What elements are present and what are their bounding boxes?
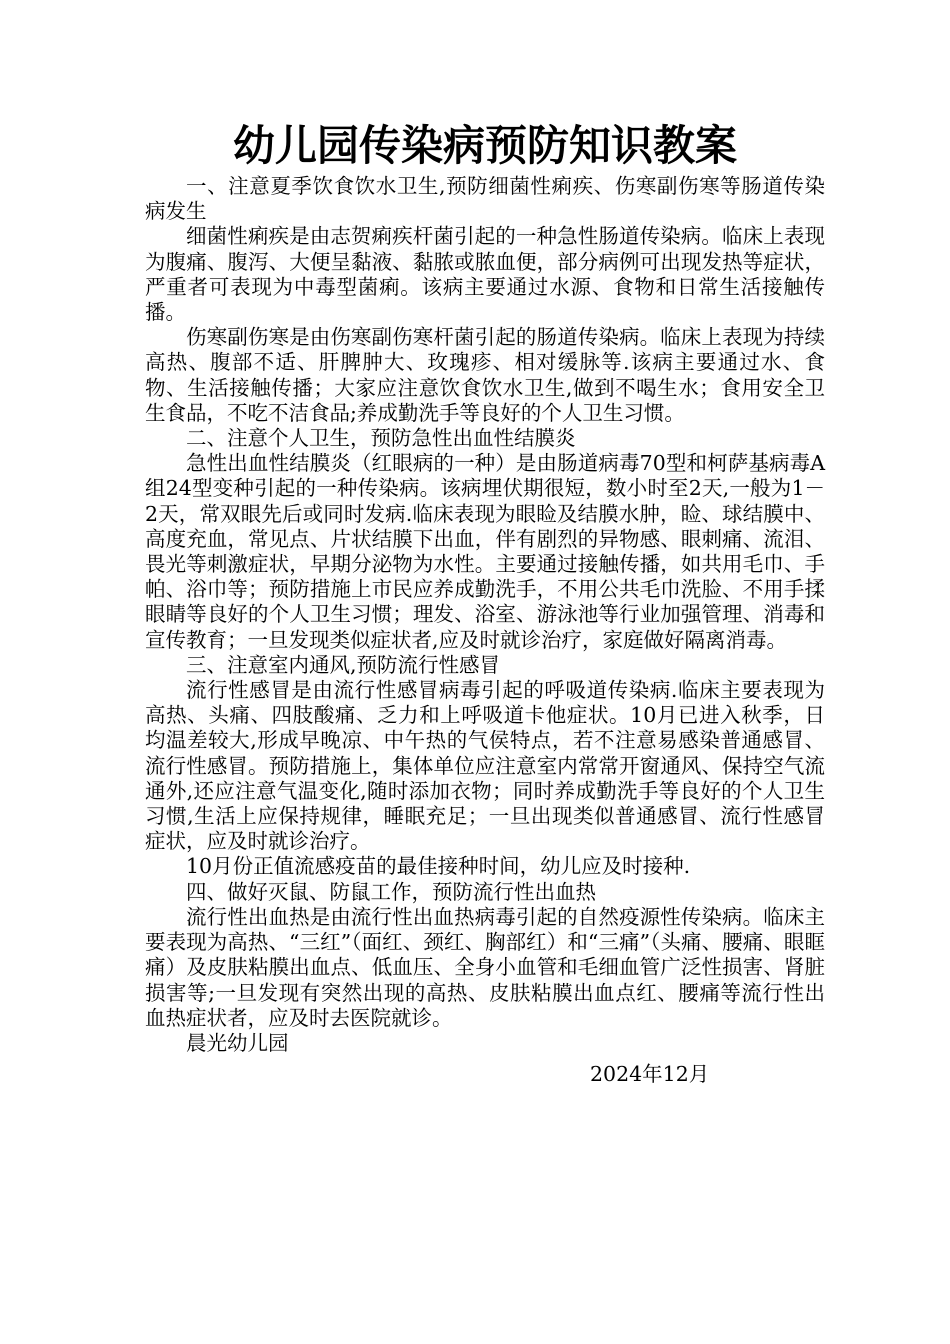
paragraph-hemorrhagic-fever: 流行性出血热是由流行性出血热病毒引起的自然疫源性传染病。临床主要表现为高热、“三红”（面红、颈红、胸部红）和“三痛”（头痛、腰痛、眼眶痛）及皮肤粘膜出血点、低血压、全身小血管和毛细血管广泛性损害、肾脏损害等;一旦发现有突然出现的高热、皮肤粘膜出血点红、腰痛等流行性出血热症状者，应及时去医院就诊。 [145,904,825,1030]
paragraph-influenza: 流行性感冒是由流行性感冒病毒引起的呼吸道传染病.临床主要表现为高热、头痛、四肢酸痛、乏力和上呼吸道卡他症状。10月已进入秋季，日均温差较大,形成早晚凉、中午热的气侯特点，若不注意易感染普通感冒、流行性感冒。预防措施上，集体单位应注意室内常常开窗通风、保持空气流通外,还应注意气温变化,随时添加衣物；同时养成勤洗手等良好的个人卫生习惯,生活上应保持规律，睡眠充足；一旦出现类似普通感冒、流行性感冒症状，应及时就诊治疗。 [145,678,825,854]
document-date: 2024年12月 [590,1062,710,1087]
section-heading-2: 二、注意个人卫生，预防急性出血性结膜炎 [186,426,576,451]
document-title: 幼儿园传染病预防知识教案 [232,121,737,170]
paragraph-vaccine: 10月份正值流感疫苗的最佳接种时间，幼儿应及时接种. [186,854,691,879]
section-heading-4: 四、做好灭鼠、防鼠工作，预防流行性出血热 [186,879,596,904]
section-heading-1: 一、注意夏季饮食饮水卫生,预防细菌性痢疾、伤寒副伤寒等肠道传染病发生 [145,174,825,224]
section-heading-3: 三、注意室内通风,预防流行性感冒 [186,652,501,677]
signature: 晨光幼儿园 [186,1030,289,1055]
paragraph-typhoid: 伤寒副伤寒是由伤寒副伤寒杆菌引起的肠道传染病。临床上表现为持续高热、腹部不适、肝脾肿大、玫瑰疹、相对缓脉等.该病主要通过水、食物、生活接触传播；大家应注意饮食饮水卫生,做到不喝生水；食用安全卫生食品，不吃不洁食品;养成勤洗手等良好的个人卫生习惯。 [145,325,825,425]
paragraph-dysentery: 细菌性痢疾是由志贺痢疾杆菌引起的一种急性肠道传染病。临床上表现为腹痛、腹泻、大便呈黏液、黏脓或脓血便，部分病例可出现发热等症状，严重者可表现为中毒型菌痢。该病主要通过水源、食物和日常生活接触传播。 [145,224,825,325]
paragraph-conjunctivitis: 急性出血性结膜炎（红眼病的一种）是由肠道病毒70型和柯萨基病毒A组24型变种引起的一种传染病。该病埋伏期很短，数小时至2天,一般为1－2天，常双眼先后或同时发病.临床表现为眼睑及结膜水肿，睑、球结膜中、高度充血，常见点、片状结膜下出血，伴有剧烈的异物感、眼刺痛、流泪、畏光等刺激症状，早期分泌物为水性。主要通过接触传播，如共用毛巾、手帕、浴巾等；预防措施上市民应养成勤洗手，不用公共毛巾洗脸、不用手揉眼睛等良好的个人卫生习惯；理发、浴室、游泳池等行业加强管理、消毒和宣传教育；一旦发现类似症状者,应及时就诊治疗，家庭做好隔离消毒。 [145,451,825,652]
document-page [145,118,825,1087]
